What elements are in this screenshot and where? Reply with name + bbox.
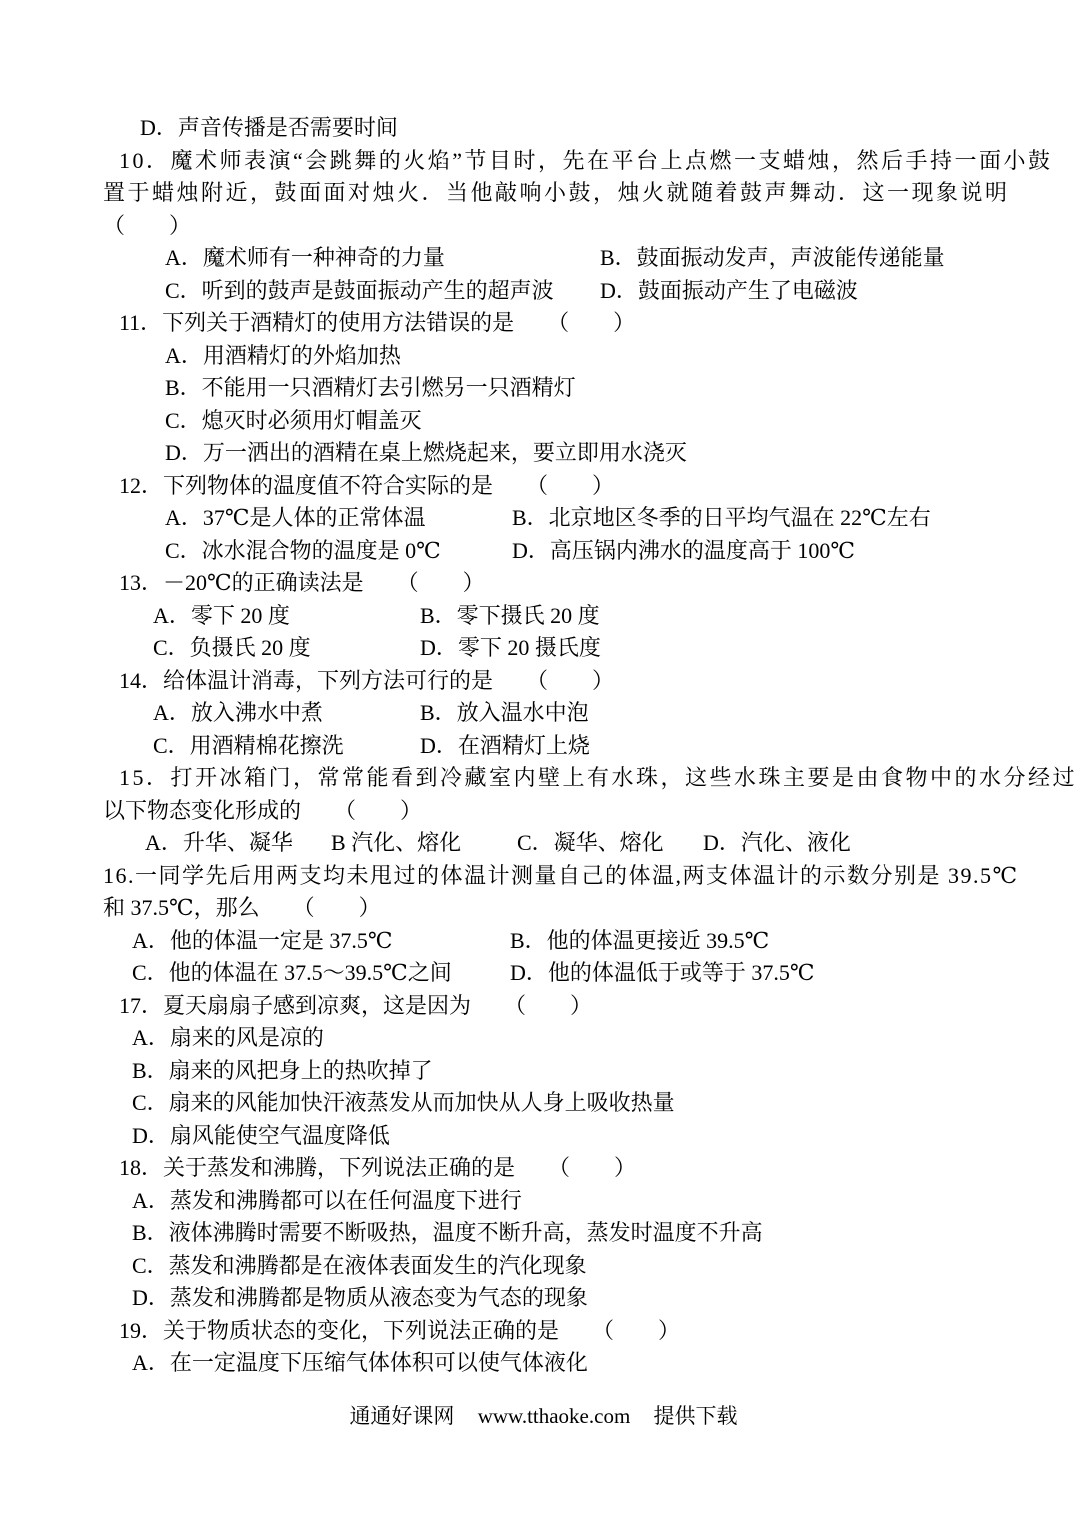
question-17-option-b: B．扇来的风把身上的热吹掉了 [132, 1057, 433, 1083]
question-16-options-row-1 [103, 925, 1037, 958]
question-17 [103, 990, 1037, 1153]
footer-url: www.tthaoke.com [477, 1404, 631, 1428]
question-14-option-d: D．在酒精灯上烧 [420, 732, 590, 758]
question-14-option-b: B．放入温水中泡 [420, 700, 589, 725]
question-11-stem: 11．下列关于酒精灯的使用方法错误的是 （ ） [119, 310, 636, 335]
footer-watermark [0, 1400, 1087, 1432]
question-14-option-a: A．放入沸水中煮 [153, 700, 323, 725]
question-12-option-d: D．高压锅内沸水的温度高于 100℃ [512, 537, 855, 563]
question-10-option-c: C．听到的鼓声是鼓面振动产生的超声波 [165, 277, 554, 303]
question-17-option-a: A．扇来的风是凉的 [132, 1025, 324, 1050]
question-18-option-d: D．蒸发和沸腾都是物质从液态变为气态的现象 [132, 1285, 588, 1310]
exam-body [103, 112, 1078, 1380]
question-17-option-c: C．扇来的风能加快汗液蒸发从而加快从人身上吸收热量 [132, 1090, 675, 1115]
question-13-option-d: D．零下 20 摄氏度 [420, 635, 601, 660]
question-10-option-b: B．鼓面振动发声，声波能传递能量 [600, 245, 945, 270]
question-16-option-b: B．他的体温更接近 39.5℃ [510, 927, 770, 953]
question-15-stem-line-1: 15．打开冰箱门，常常能看到冷藏室内壁上有水珠，这些水珠主要是由食物中的水分经过 [119, 765, 1078, 790]
question-13 [103, 567, 1037, 665]
question-13-option-a: A．零下 20 度 [153, 602, 290, 628]
question-11-option-a: A．用酒精灯的外焰加热 [165, 342, 401, 368]
question-13-options-row-2 [103, 632, 1037, 665]
question-15-option-b: B 汽化、熔化 [331, 830, 462, 855]
question-12-option-a: A．37℃是人体的正常体温 [165, 505, 426, 530]
question-18-stem: 18．关于蒸发和沸腾，下列说法正确的是 （ ） [119, 1155, 637, 1180]
question-11-option-d: D．万一洒出的酒精在桌上燃烧起来，要立即用水浇灭 [165, 440, 687, 465]
question-14-stem: 14．给体温计消毒，下列方法可行的是 （ ） [119, 667, 615, 693]
question-16-stem-line-2: 和 37.5℃，那么 （ ） [103, 895, 381, 920]
question-11 [103, 307, 1037, 470]
question-10-stem-line-2: 置于蜡烛附近，鼓面面对烛火．当他敲响小鼓，烛火就随着鼓声舞动．这一现象说明 [103, 180, 1010, 205]
question-9-option-d: D．声音传播是否需要时间 [140, 115, 398, 140]
question-16-options-row-2 [103, 957, 1037, 990]
question-15-stem-line-2: 以下物态变化形成的 （ ） [103, 797, 423, 823]
question-19 [103, 1315, 1037, 1380]
question-12 [103, 470, 1037, 568]
question-10-stem-line-1: 10．魔术师表演“会跳舞的火焰”节目时，先在平台上点燃一支蜡烛，然后手持一面小鼓 [119, 147, 1053, 173]
question-14-options-row-2 [103, 730, 1037, 763]
footer-note: 提供下载 [653, 1404, 738, 1428]
question-13-stem: 13．－20℃的正确读法是 （ ） [119, 570, 485, 595]
question-17-stem: 17．夏天扇扇子感到凉爽，这是因为 （ ） [119, 992, 593, 1018]
question-17-option-d: D．扇风能使空气温度降低 [132, 1122, 390, 1148]
question-15-options-row [103, 827, 1037, 860]
question-18 [103, 1152, 1037, 1315]
question-10-options-row-1 [103, 242, 1037, 275]
question-11-option-c: C．熄灭时必须用灯帽盖灭 [165, 407, 422, 433]
question-11-option-b: B．不能用一只酒精灯去引燃另一只酒精灯 [165, 375, 576, 400]
question-10-answer-blank: （ ） [103, 212, 192, 238]
question-19-stem: 19．关于物质状态的变化，下列说法正确的是 （ ） [119, 1317, 681, 1343]
question-13-options-row-1 [103, 600, 1037, 633]
question-15-option-c: C．凝华、熔化 [517, 830, 664, 855]
question-16-option-d: D．他的体温低于或等于 37.5℃ [510, 960, 815, 985]
question-10-options-row-2 [103, 275, 1037, 308]
question-13-option-c: C．负摄氏 20 度 [153, 635, 311, 660]
question-15-option-a: A．升华、凝华 [145, 830, 293, 855]
question-14-options-row-1 [103, 697, 1037, 730]
question-18-option-c: C．蒸发和沸腾都是在液体表面发生的汽化现象 [132, 1252, 587, 1278]
question-12-stem: 12．下列物体的温度值不符合实际的是 （ ） [119, 472, 615, 498]
question-16 [103, 860, 1037, 990]
question-10-option-d: D．鼓面振动产生了电磁波 [600, 277, 858, 303]
question-10-option-a: A．魔术师有一种神奇的力量 [165, 245, 445, 270]
question-16-stem-line-1: 16.一同学先后用两支均未甩过的体温计测量自己的体温,两支体温计的示数分别是 39.5℃ [103, 862, 1019, 888]
question-18-option-b: B．液体沸腾时需要不断吸热，温度不断升高，蒸发时温度不升高 [132, 1220, 763, 1245]
question-12-option-b: B．北京地区冬季的日平均气温在 22℃左右 [512, 505, 931, 530]
question-15 [103, 762, 1078, 860]
question-16-option-c: C．他的体温在 37.5～39.5℃之间 [132, 960, 452, 985]
question-14-option-c: C．用酒精棉花擦洗 [153, 732, 344, 758]
question-15-option-d: D．汽化、液化 [703, 830, 851, 855]
question-14 [103, 665, 1037, 763]
question-12-option-c: C．冰水混合物的温度是 0℃ [165, 537, 441, 563]
question-10 [103, 145, 1053, 308]
footer-site-name: 通通好课网 [349, 1404, 455, 1428]
question-18-option-a: A．蒸发和沸腾都可以在任何温度下进行 [132, 1187, 522, 1213]
question-12-options-row-2 [103, 535, 1037, 568]
question-13-option-b: B．零下摄氏 20 度 [420, 602, 600, 628]
question-12-options-row-1 [103, 502, 1037, 535]
question-19-option-a: A．在一定温度下压缩气体体积可以使气体液化 [132, 1350, 588, 1375]
question-16-option-a: A．他的体温一定是 37.5℃ [132, 927, 393, 953]
